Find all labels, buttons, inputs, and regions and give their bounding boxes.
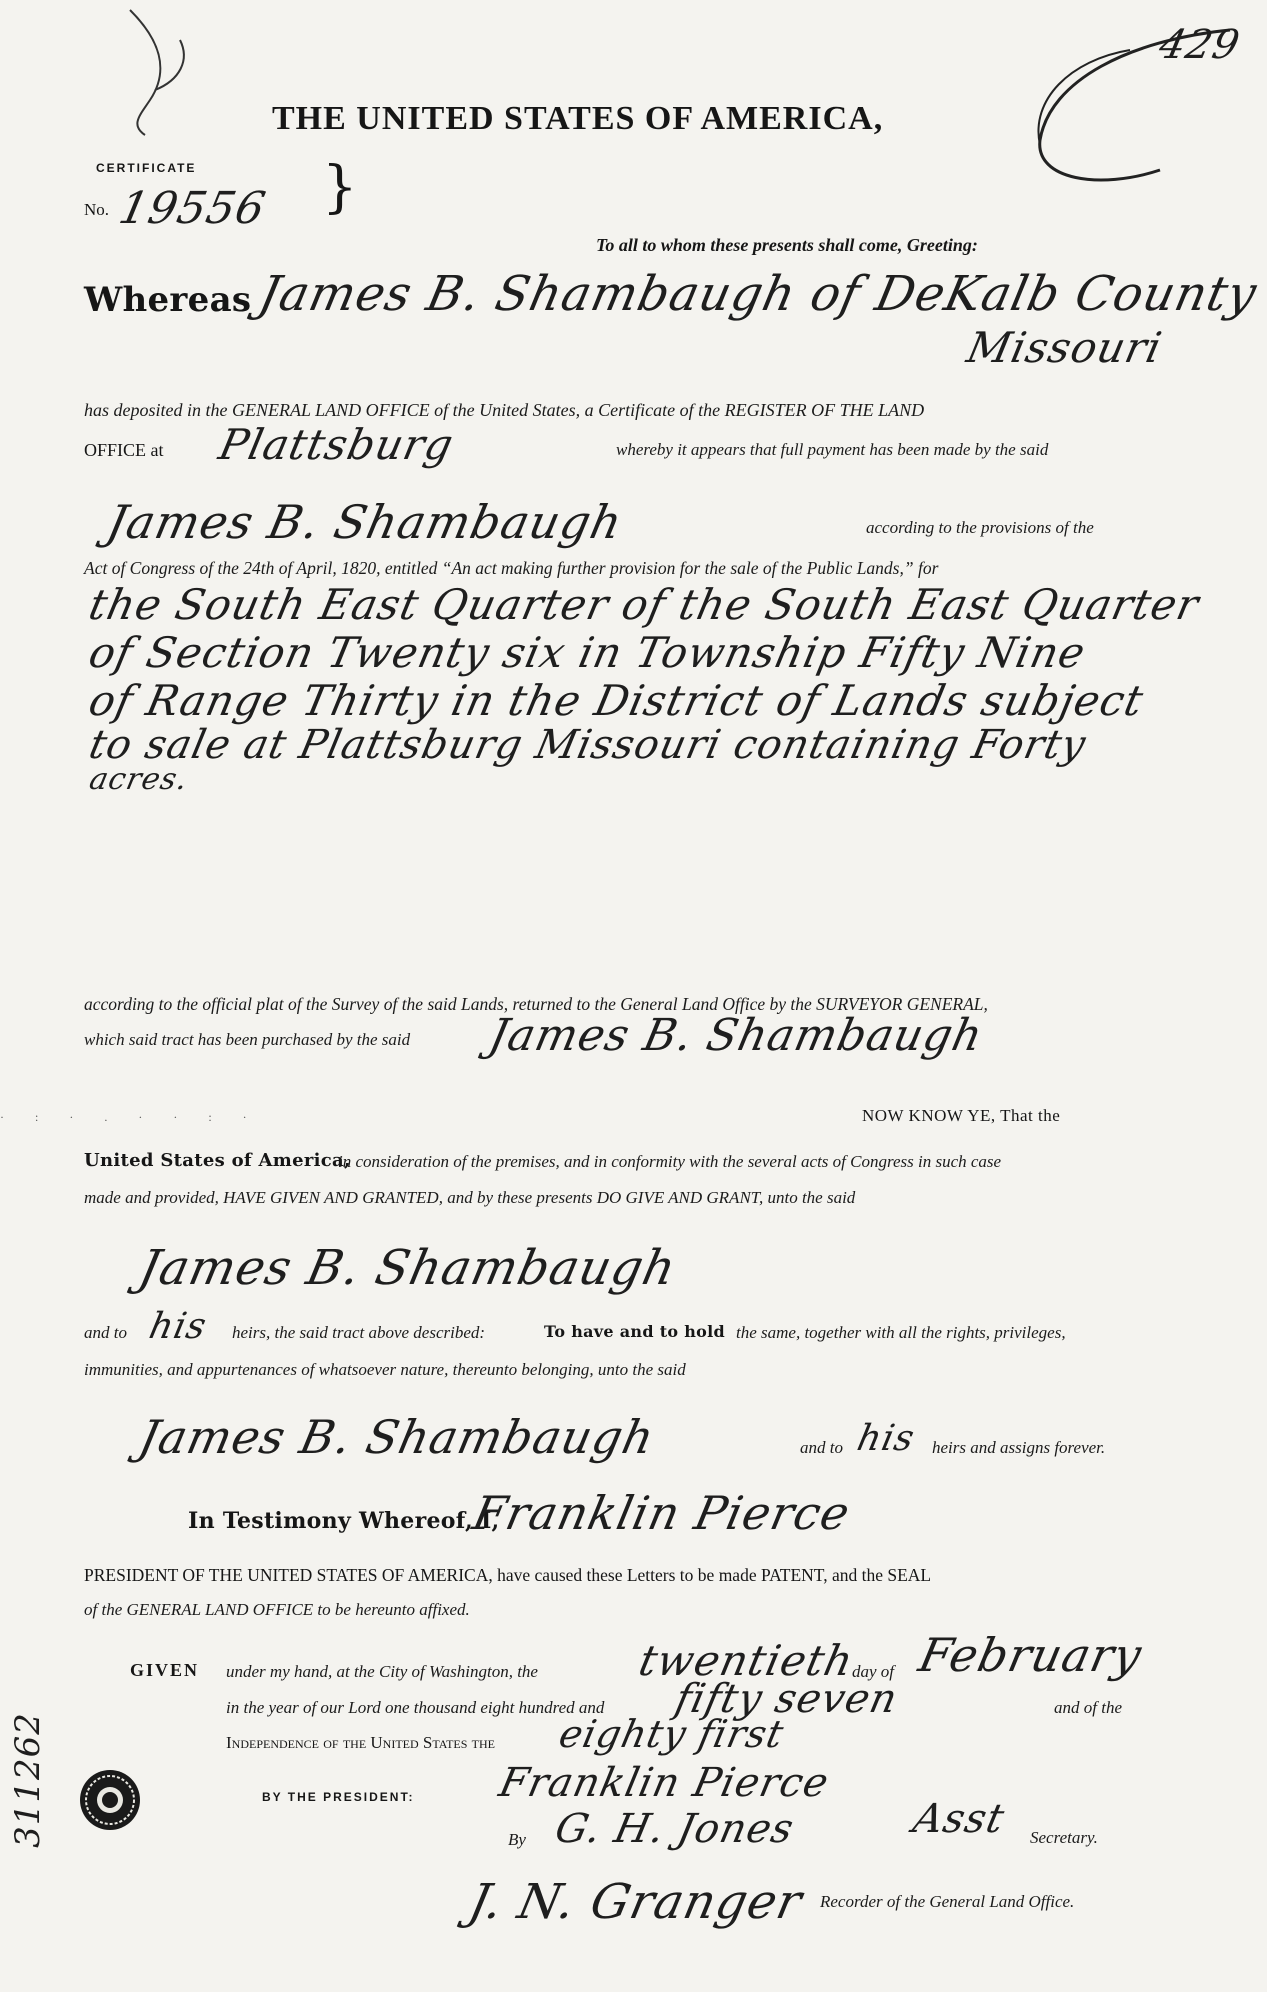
asst-hand: Asst bbox=[909, 1796, 1009, 1842]
by-label: By bbox=[508, 1830, 526, 1849]
survey-purchaser: James B. Shambaugh bbox=[484, 1010, 988, 1061]
deposit-line2-rest: whereby it appears that full payment has been made by the said bbox=[616, 440, 1049, 459]
secretary-signature: G. H. Jones bbox=[551, 1806, 799, 1852]
grant-line2: made and provided, HAVE GIVEN AND GRANTED, and by these presents DO GIVE AND GRANT, unto the said bbox=[84, 1188, 856, 1207]
grantee-name: James B. Shambaugh bbox=[134, 1240, 682, 1296]
description-line-5: acres. bbox=[86, 762, 192, 797]
given-under: under my hand, at the City of Washington, the bbox=[226, 1662, 538, 1681]
given-label: GIVEN bbox=[130, 1660, 200, 1680]
seal-emblem bbox=[78, 1768, 142, 1832]
description-line-3: of Range Thirty in the District of Lands subject bbox=[84, 676, 1149, 725]
side-margin-number: 311262 bbox=[7, 1712, 48, 1848]
immunities-text: immunities, and appurtenances of whatsoever nature, thereunto belonging, unto the said bbox=[84, 1360, 686, 1379]
his-hand: his bbox=[145, 1306, 211, 1347]
testimony-line2: of the GENERAL LAND OFFICE to be hereunto affixed. bbox=[84, 1600, 470, 1619]
grantee-name-2: James B. Shambaugh bbox=[134, 1410, 660, 1464]
grant-line1-rest: in consideration of the premises, and in conformity with the several acts of Congress in such case bbox=[338, 1152, 1002, 1171]
whereas-state: Missouri bbox=[962, 323, 1167, 372]
secretary-label: Secretary. bbox=[1030, 1828, 1098, 1847]
now-know-ye: NOW KNOW YE, That the bbox=[862, 1106, 1061, 1125]
recorder-signature: J. N. Granger bbox=[464, 1874, 808, 1930]
given-day: twentieth bbox=[634, 1636, 859, 1685]
heirs-rest: the same, together with all the rights, privileges, bbox=[736, 1323, 1066, 1342]
testimony-president: Franklin Pierce bbox=[468, 1486, 856, 1540]
description-line-4: to sale at Plattsburg Missouri containing Forty bbox=[85, 722, 1091, 768]
certificate-label: CERTIFICATE bbox=[96, 161, 197, 175]
given-year-text: in the year of our Lord one thousand eight hundred and bbox=[226, 1698, 605, 1717]
corner-number: 429 bbox=[1155, 22, 1245, 68]
and-to-label: and to bbox=[84, 1323, 127, 1342]
greeting: To all to whom these presents shall come, Greeting: bbox=[596, 235, 978, 255]
his-hand-2: his bbox=[853, 1418, 919, 1459]
act-text: Act of Congress of the 24th of April, 1820, entitled “An act making further provision for the sale of the Public Lands,” for bbox=[84, 558, 939, 578]
independence-hand: eighty first bbox=[555, 1712, 789, 1756]
certificate-brace: } bbox=[322, 155, 358, 220]
no-label: No. bbox=[84, 200, 110, 219]
heirs-text: heirs, the said tract above described: bbox=[232, 1323, 486, 1342]
testimony-line1: PRESIDENT OF THE UNITED STATES OF AMERICA, have caused these Letters to be made PATENT, and the SEAL bbox=[84, 1565, 932, 1585]
top-left-scribble bbox=[110, 0, 230, 140]
united-states-gothic: United States of America, bbox=[84, 1150, 351, 1171]
recorder-label: Recorder of the General Land Office. bbox=[820, 1892, 1075, 1911]
whereas-label: Whereas bbox=[84, 280, 252, 320]
description-line-2: of Section Twenty six in Township Fifty Nine bbox=[84, 628, 1091, 677]
deposit-line1: has deposited in the GENERAL LAND OFFICE of the United States, a Certificate of the REGISTER OF THE LAND bbox=[84, 400, 925, 420]
given-and-of: and of the bbox=[1054, 1698, 1122, 1717]
to-have-and-to-hold: To have and to hold bbox=[544, 1322, 726, 1341]
office-place: Plattsburg bbox=[214, 420, 459, 469]
given-year-hand: fifty seven bbox=[671, 1676, 902, 1722]
whereas-name-county: James B. Shambaugh of DeKalb County bbox=[254, 266, 1262, 322]
president-signature: Franklin Pierce bbox=[495, 1760, 834, 1806]
given-month: February bbox=[914, 1628, 1147, 1682]
and-to-label-2: and to bbox=[800, 1438, 843, 1457]
provisions-text: according to the provisions of the bbox=[866, 518, 1094, 537]
certificate-number: 19556 bbox=[114, 183, 271, 234]
office-at-label: OFFICE at bbox=[84, 440, 164, 460]
assigns-text: heirs and assigns forever. bbox=[932, 1438, 1106, 1457]
description-line-1: the South East Quarter of the South East Quarter bbox=[84, 580, 1204, 629]
testimony-label: In Testimony Whereof, I, bbox=[188, 1508, 500, 1534]
speckle-marks: · : · . · · : · bbox=[0, 1110, 261, 1124]
independence-text: Independence of the United States the bbox=[226, 1733, 495, 1752]
given-day-of: day of bbox=[852, 1662, 895, 1681]
survey-line2: which said tract has been purchased by the said bbox=[84, 1030, 411, 1049]
purchaser-name: James B. Shambaugh bbox=[102, 495, 628, 549]
document-title: THE UNITED STATES OF AMERICA, bbox=[272, 100, 884, 137]
survey-line1: according to the official plat of the Survey of the said Lands, returned to the General Land Office by the SURVEYOR GENERAL, bbox=[84, 994, 988, 1014]
by-the-president-label: BY THE PRESIDENT: bbox=[262, 1790, 415, 1804]
